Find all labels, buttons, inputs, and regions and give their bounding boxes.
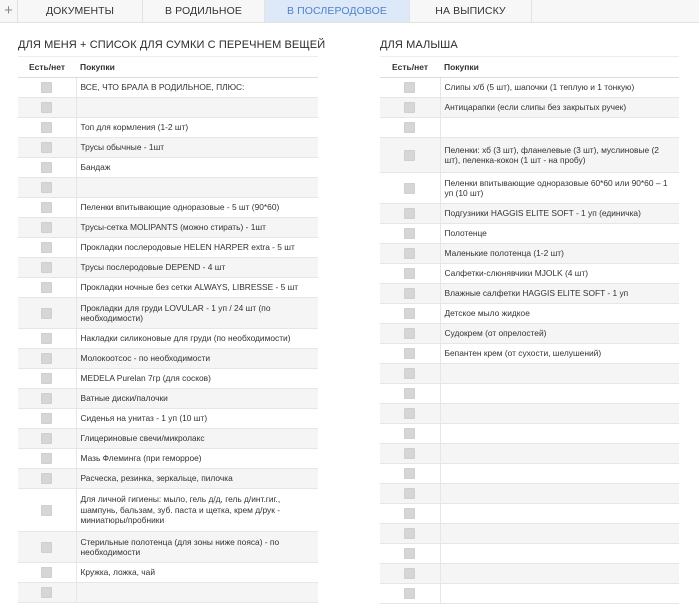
check-cell xyxy=(380,464,440,484)
checkbox[interactable] xyxy=(41,433,52,444)
table-row xyxy=(18,278,318,298)
checkbox[interactable] xyxy=(404,448,415,459)
check-cell xyxy=(380,444,440,464)
table-row xyxy=(18,138,318,158)
checkbox[interactable] xyxy=(41,473,52,484)
column-header-item: Покупки xyxy=(76,57,318,78)
table-row xyxy=(380,504,679,524)
item-cell[interactable] xyxy=(440,564,679,584)
item-cell[interactable]: Молокоотсос - по необходимости xyxy=(76,349,318,369)
checkbox[interactable] xyxy=(404,268,415,279)
check-cell xyxy=(18,369,76,389)
table-row xyxy=(18,532,318,563)
tab-postpartum[interactable]: В ПОСЛЕРОДОВОЕ xyxy=(265,0,410,22)
checkbox[interactable] xyxy=(404,208,415,219)
section-title: ДЛЯ МЕНЯ + СПИСОК ДЛЯ СУМКИ С ПЕРЕЧНЕМ ВЕЩЕЙ xyxy=(18,39,326,51)
item-cell[interactable]: Трусы-сетка MOLIPANTS (можно стирать) - 1шт xyxy=(76,218,318,238)
table-row xyxy=(18,449,318,469)
checkbox[interactable] xyxy=(404,150,415,161)
checkbox[interactable] xyxy=(41,353,52,364)
table-row xyxy=(18,429,318,449)
checkbox[interactable] xyxy=(404,122,415,133)
check-cell xyxy=(380,524,440,544)
check-cell xyxy=(380,544,440,564)
checkbox[interactable] xyxy=(41,122,52,133)
check-cell xyxy=(18,278,76,298)
item-cell[interactable]: Антицарапки (если слипы без закрытых ручек) xyxy=(440,98,679,118)
table-row xyxy=(380,524,679,544)
checkbox[interactable] xyxy=(41,587,52,598)
checkbox[interactable] xyxy=(404,408,415,419)
checkbox[interactable] xyxy=(41,282,52,293)
item-cell[interactable]: Маленькие полотенца (1-2 шт) xyxy=(440,244,679,264)
checklist-table xyxy=(380,56,679,604)
item-cell[interactable]: Слипы х/б (5 шт), шапочки (1 теплую и 1 тонкую) xyxy=(440,78,679,98)
table-row xyxy=(18,78,318,98)
table-row xyxy=(380,173,679,204)
check-cell xyxy=(18,178,76,198)
checkbox[interactable] xyxy=(404,508,415,519)
table-row xyxy=(380,118,679,138)
table-row xyxy=(18,238,318,258)
table-row xyxy=(380,384,679,404)
checkbox[interactable] xyxy=(404,228,415,239)
table-row xyxy=(18,298,318,329)
check-cell xyxy=(380,564,440,584)
item-cell[interactable] xyxy=(440,504,679,524)
table-row xyxy=(380,244,679,264)
checkbox[interactable] xyxy=(404,368,415,379)
item-cell[interactable] xyxy=(440,484,679,504)
check-cell xyxy=(380,324,440,344)
checkbox[interactable] xyxy=(404,388,415,399)
check-cell xyxy=(18,78,76,98)
checkbox[interactable] xyxy=(41,567,52,578)
item-cell[interactable]: Мазь Флеминга (при геморрое) xyxy=(76,449,318,469)
checkbox[interactable] xyxy=(404,348,415,359)
checkbox[interactable] xyxy=(404,568,415,579)
table-row xyxy=(18,178,318,198)
checkbox[interactable] xyxy=(41,413,52,424)
check-cell xyxy=(18,449,76,469)
table-row xyxy=(380,364,679,384)
table-row xyxy=(380,304,679,324)
checkbox[interactable] xyxy=(41,308,52,319)
check-cell xyxy=(380,304,440,324)
item-cell[interactable]: Полотенце xyxy=(440,224,679,244)
check-cell xyxy=(18,532,76,563)
checkbox[interactable] xyxy=(41,162,52,173)
check-cell xyxy=(18,118,76,138)
checkbox[interactable] xyxy=(404,468,415,479)
check-cell xyxy=(380,264,440,284)
item-cell[interactable] xyxy=(440,384,679,404)
table-row xyxy=(380,224,679,244)
checkbox[interactable] xyxy=(41,242,52,253)
checkbox[interactable] xyxy=(404,588,415,599)
item-cell[interactable]: Бепантен крем (от сухости, шелушений) xyxy=(440,344,679,364)
check-cell xyxy=(380,244,440,264)
checkbox[interactable] xyxy=(41,202,52,213)
item-cell[interactable] xyxy=(440,584,679,604)
checkbox[interactable] xyxy=(404,183,415,194)
item-cell[interactable]: Стерильные полотенца (для зоны ниже пояса) - по необходимости xyxy=(76,532,318,563)
item-cell[interactable]: Прокладки послеродовые HELEN HARPER extra - 5 шт xyxy=(76,238,318,258)
column-header-item: Покупки xyxy=(440,57,679,78)
table-row xyxy=(380,344,679,364)
checkbox[interactable] xyxy=(404,82,415,93)
item-cell[interactable] xyxy=(440,364,679,384)
table-row xyxy=(18,409,318,429)
table-row xyxy=(380,204,679,224)
check-cell xyxy=(18,298,76,329)
checkbox[interactable] xyxy=(404,428,415,439)
checkbox[interactable] xyxy=(41,222,52,233)
table-row xyxy=(18,349,318,369)
item-cell[interactable]: Пеленки впитывающие одноразовые 60*60 или 90*60 – 1 уп (10 шт) xyxy=(440,173,679,204)
check-cell xyxy=(18,258,76,278)
checkbox[interactable] xyxy=(41,182,52,193)
checkbox[interactable] xyxy=(41,102,52,113)
item-cell[interactable]: Расческа, резинка, зеркальце, пилочка xyxy=(76,469,318,489)
item-cell[interactable]: Подгузники HAGGIS ELITE SOFT - 1 уп (единичка) xyxy=(440,204,679,224)
checkbox[interactable] xyxy=(404,308,415,319)
item-cell[interactable] xyxy=(440,424,679,444)
check-cell xyxy=(380,118,440,138)
table-row xyxy=(18,389,318,409)
item-cell[interactable]: Накладки силиконовые для груди (по необходимости) xyxy=(76,329,318,349)
table-row xyxy=(18,369,318,389)
table-row xyxy=(18,98,318,118)
check-cell xyxy=(380,484,440,504)
check-cell xyxy=(18,138,76,158)
table-row xyxy=(18,218,318,238)
section-for-baby xyxy=(380,38,679,604)
table-row xyxy=(380,138,679,173)
section-for-me xyxy=(18,38,326,603)
check-cell xyxy=(18,218,76,238)
item-cell[interactable]: Судокрем (от опрелостей) xyxy=(440,324,679,344)
table-row xyxy=(380,324,679,344)
item-cell[interactable]: Пеленки: хб (3 шт), фланелевые (3 шт), муслиновые (2 шт), пеленка-кокон (1 шт - на пробу) xyxy=(440,138,679,173)
check-cell xyxy=(18,98,76,118)
checkbox[interactable] xyxy=(41,393,52,404)
checkbox[interactable] xyxy=(404,548,415,559)
check-cell xyxy=(380,204,440,224)
check-cell xyxy=(380,384,440,404)
item-cell[interactable] xyxy=(440,404,679,424)
table-row xyxy=(380,484,679,504)
check-cell xyxy=(380,584,440,604)
tab-documents[interactable]: ДОКУМЕНТЫ xyxy=(18,0,143,22)
checkbox[interactable] xyxy=(404,248,415,259)
item-cell[interactable]: Прокладки ночные без сетки ALWAYS, LIBRESSE - 5 шт xyxy=(76,278,318,298)
check-cell xyxy=(380,284,440,304)
checkbox[interactable] xyxy=(41,505,52,516)
tab-to-maternity[interactable]: В РОДИЛЬНОЕ xyxy=(143,0,265,22)
item-cell[interactable] xyxy=(440,524,679,544)
check-cell xyxy=(18,349,76,369)
column-header-check: Есть/нет xyxy=(18,57,76,78)
check-cell xyxy=(18,469,76,489)
table-row xyxy=(380,464,679,484)
check-cell xyxy=(18,389,76,409)
table-row xyxy=(18,158,318,178)
table-row xyxy=(380,264,679,284)
item-cell[interactable] xyxy=(76,178,318,198)
checkbox[interactable] xyxy=(41,142,52,153)
checkbox[interactable] xyxy=(404,528,415,539)
table-row xyxy=(380,424,679,444)
check-cell xyxy=(380,424,440,444)
table-row xyxy=(380,404,679,424)
table-row xyxy=(380,584,679,604)
item-cell[interactable]: Для личной гигиены: мыло, гель д/д, гель д/инт.гиг., шампунь, бальзам, зуб. паста и щетка, крем д/рук - миниатюры/пробники xyxy=(76,489,318,532)
check-cell xyxy=(18,409,76,429)
checkbox[interactable] xyxy=(404,488,415,499)
table-row xyxy=(380,284,679,304)
item-cell[interactable]: Трусы послеродовые DEPEND - 4 шт xyxy=(76,258,318,278)
check-cell xyxy=(380,504,440,524)
column-header-check: Есть/нет xyxy=(380,57,440,78)
item-cell[interactable] xyxy=(76,98,318,118)
table-row xyxy=(380,544,679,564)
item-cell[interactable]: Топ для кормления (1-2 шт) xyxy=(76,118,318,138)
item-cell[interactable]: Влажные салфетки HAGGIS ELITE SOFT - 1 уп xyxy=(440,284,679,304)
table-row xyxy=(380,444,679,464)
check-cell xyxy=(380,138,440,173)
item-cell[interactable]: Прокладки для груди LOVULAR - 1 уп / 24 шт (по необходимости) xyxy=(76,298,318,329)
add-tab-button[interactable]: + xyxy=(0,0,18,22)
check-cell xyxy=(18,158,76,178)
table-row xyxy=(380,564,679,584)
check-cell xyxy=(18,489,76,532)
section-title: ДЛЯ МАЛЫША xyxy=(380,39,458,51)
item-cell[interactable]: Детское мыло жидкое xyxy=(440,304,679,324)
checkbox[interactable] xyxy=(41,262,52,273)
tab-discharge[interactable]: НА ВЫПИСКУ xyxy=(410,0,532,22)
checkbox[interactable] xyxy=(41,333,52,344)
check-cell xyxy=(18,563,76,583)
table-row xyxy=(18,563,318,583)
checkbox[interactable] xyxy=(404,102,415,113)
item-cell[interactable]: ВСЕ, ЧТО БРАЛА В РОДИЛЬНОЕ, ПЛЮС: xyxy=(76,78,318,98)
table-row xyxy=(18,329,318,349)
table-row xyxy=(18,469,318,489)
table-row xyxy=(380,98,679,118)
checkbox[interactable] xyxy=(404,288,415,299)
item-cell[interactable] xyxy=(440,118,679,138)
checklist-table xyxy=(18,56,318,603)
table-row xyxy=(380,78,679,98)
item-cell[interactable]: MEDELA Purelan 7гр (для сосков) xyxy=(76,369,318,389)
item-cell[interactable]: Глицериновые свечи/микролакс xyxy=(76,429,318,449)
item-cell[interactable]: Пеленки впитывающие одноразовые - 5 шт (90*60) xyxy=(76,198,318,218)
tab-bar xyxy=(0,0,699,23)
item-cell[interactable]: Сиденья на унитаз - 1 уп (10 шт) xyxy=(76,409,318,429)
item-cell[interactable] xyxy=(440,544,679,564)
checkbox[interactable] xyxy=(404,328,415,339)
item-cell[interactable]: Трусы обычные - 1шт xyxy=(76,138,318,158)
table-row xyxy=(18,258,318,278)
item-cell[interactable]: Кружка, ложка, чай xyxy=(76,563,318,583)
check-cell xyxy=(18,198,76,218)
item-cell[interactable] xyxy=(440,444,679,464)
check-cell xyxy=(380,364,440,384)
checkbox[interactable] xyxy=(41,373,52,384)
item-cell[interactable]: Бандаж xyxy=(76,158,318,178)
table-row xyxy=(18,118,318,138)
check-cell xyxy=(18,238,76,258)
item-cell[interactable] xyxy=(440,464,679,484)
item-cell[interactable]: Салфетки-слюнявчики MJOLK (4 шт) xyxy=(440,264,679,284)
check-cell xyxy=(380,98,440,118)
item-cell[interactable]: Ватные диски/палочки xyxy=(76,389,318,409)
check-cell xyxy=(380,224,440,244)
check-cell xyxy=(380,344,440,364)
checkbox[interactable] xyxy=(41,453,52,464)
table-row xyxy=(18,489,318,532)
check-cell xyxy=(380,404,440,424)
check-cell xyxy=(18,429,76,449)
table-row xyxy=(18,198,318,218)
check-cell xyxy=(380,78,440,98)
check-cell xyxy=(380,173,440,204)
checkbox[interactable] xyxy=(41,82,52,93)
checkbox[interactable] xyxy=(41,542,52,553)
check-cell xyxy=(18,329,76,349)
